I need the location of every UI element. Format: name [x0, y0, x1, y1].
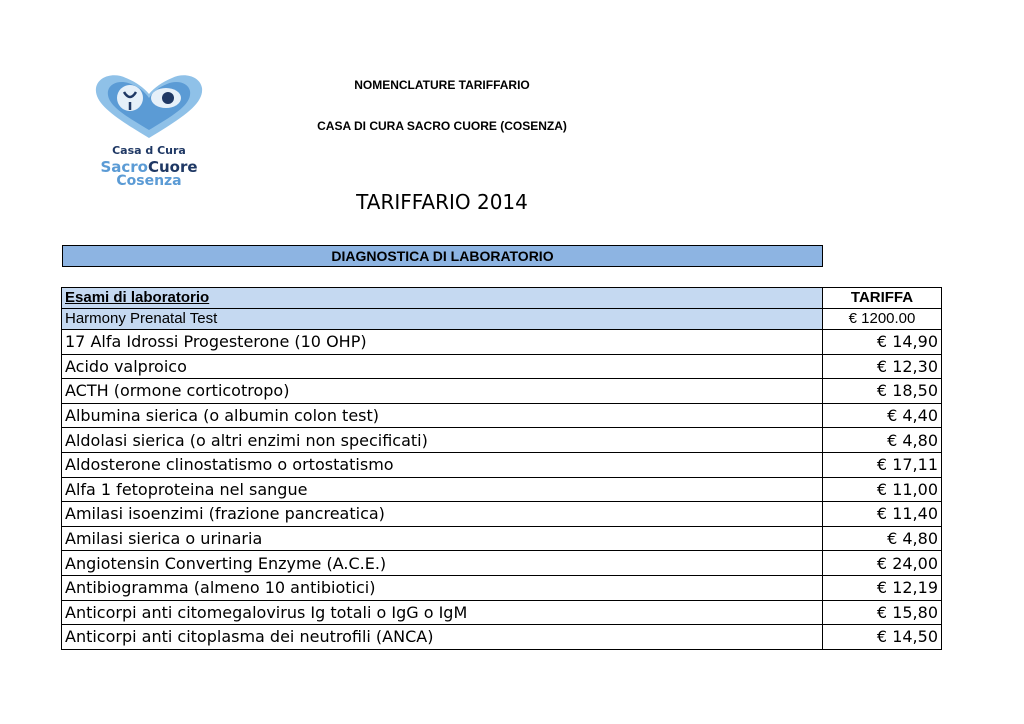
exam-fee: € 12,19 — [823, 575, 942, 600]
exam-fee: € 11,00 — [823, 477, 942, 502]
table-row — [62, 526, 942, 551]
col-exam-header: Esami di laboratorio — [62, 288, 823, 309]
table-row — [62, 502, 942, 527]
exam-name: Aldolasi sierica (o altri enzimi non specificati) — [62, 428, 823, 453]
exam-name: Angiotensin Converting Enzyme (A.C.E.) — [62, 551, 823, 576]
exam-name: Antibiogramma (almeno 10 antibiotici) — [62, 575, 823, 600]
table-row — [62, 330, 942, 355]
exam-name: Albumina sierica (o albumin colon test) — [62, 403, 823, 428]
exam-name: ACTH (ormone corticotropo) — [62, 379, 823, 404]
exam-name: Aldosterone clinostatismo o ortostatismo — [62, 452, 823, 477]
exam-fee: € 12,30 — [823, 354, 942, 379]
exam-name: Acido valproico — [62, 354, 823, 379]
exam-name: Anticorpi anti citomegalovirus Ig totali o IgG o IgM — [62, 600, 823, 625]
clinic-name: CASA DI CURA SACRO CUORE (COSENZA) — [317, 119, 567, 133]
table-row — [62, 379, 942, 404]
exam-fee: € 24,00 — [823, 551, 942, 576]
table-row — [62, 309, 942, 330]
table-row — [62, 428, 942, 453]
table-row — [62, 575, 942, 600]
logo-line-1: Casa d Cura — [112, 144, 186, 157]
exam-fee: € 4,80 — [823, 526, 942, 551]
col-fee-header: TARIFFA — [823, 288, 942, 309]
table-row — [62, 403, 942, 428]
exam-name: Amilasi isoenzimi (frazione pancreatica) — [62, 502, 823, 527]
exam-fee: € 4,80 — [823, 428, 942, 453]
exam-fee: € 18,50 — [823, 379, 942, 404]
exam-fee: € 15,80 — [823, 600, 942, 625]
exam-fee: € 17,11 — [823, 452, 942, 477]
table-header-row — [62, 288, 942, 309]
exam-name: Amilasi sierica o urinaria — [62, 526, 823, 551]
exam-fee: € 11,40 — [823, 502, 942, 527]
exam-fee: € 4,40 — [823, 403, 942, 428]
logo-word-sacro: Sacro — [100, 158, 148, 176]
tariff-table — [61, 287, 942, 650]
logo-line-3: Cosenza — [116, 173, 182, 189]
exam-fee: € 1200.00 — [823, 309, 942, 330]
table-row — [62, 625, 942, 650]
exam-name: Anticorpi anti citoplasma dei neutrofili (ANCA) — [62, 625, 823, 650]
table-row — [62, 477, 942, 502]
exam-fee: € 14,90 — [823, 330, 942, 355]
exam-fee: € 14,50 — [823, 625, 942, 650]
section-header: DIAGNOSTICA DI LABORATORIO — [62, 245, 823, 267]
nomenclature-title: NOMENCLATURE TARIFFARIO — [354, 78, 530, 92]
table-row — [62, 600, 942, 625]
table-row — [62, 354, 942, 379]
exam-name: 17 Alfa Idrossi Progesterone (10 OHP) — [62, 330, 823, 355]
exam-name: Alfa 1 fetoproteina nel sangue — [62, 477, 823, 502]
logo-word-cuore: Cuore — [147, 158, 198, 176]
table-row — [62, 452, 942, 477]
page-title: TARIFFARIO 2014 — [356, 190, 528, 214]
exam-name: Harmony Prenatal Test — [62, 309, 823, 330]
table-row — [62, 551, 942, 576]
